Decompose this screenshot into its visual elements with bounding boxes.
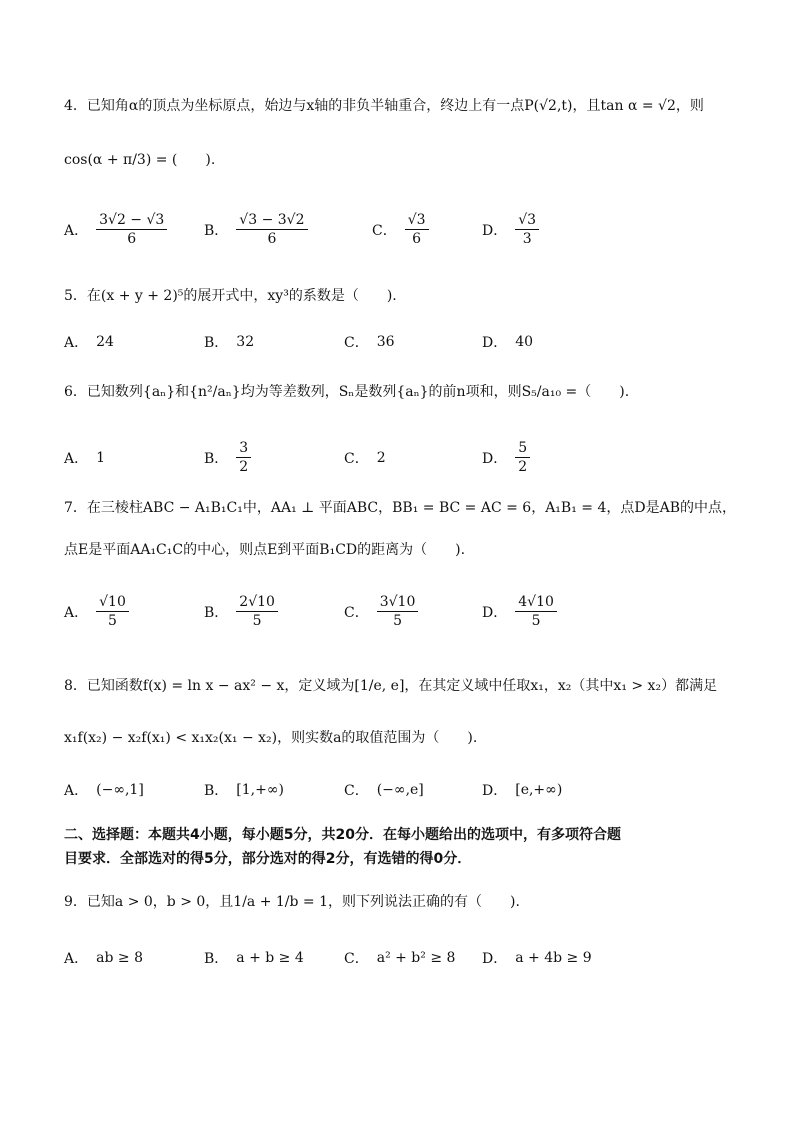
q6-option-d[interactable]: D． $\frac{5}{2}$	[482, 440, 530, 475]
q5-option-b[interactable]: B． 32	[204, 334, 255, 351]
q7-option-c[interactable]: C． $\frac{3√10}{5}$	[344, 594, 418, 629]
q7-stem-line2: 点E是平面AA₁C₁C的中心，则点E到平面B₁CD的距离为（ ).	[64, 542, 466, 558]
q4-stem-line2: cos(α + π/3) = ( ).	[64, 152, 216, 168]
q4-option-b[interactable]: B． $\frac{√3 - 3√2}{6}$	[204, 212, 308, 247]
q8-stem-line1: 8．已知函数f(x) = ln x − ax² − x，定义域为[1/e, e]，在其定义域中任取x₁，x₂（其中x₁ > x₂）都满足	[64, 678, 718, 694]
q8-option-c[interactable]: C． (−∞,e]	[344, 782, 424, 799]
q9-option-d[interactable]: D． a + 4b ≥ 9	[482, 950, 592, 967]
q8-option-d[interactable]: D． [e,+∞)	[482, 782, 563, 799]
fraction: $\frac{3}{2}$	[236, 440, 251, 475]
fraction: $\frac{3√2 - √3}{6}$	[96, 212, 167, 247]
q9-option-c[interactable]: C． a² + b² ≥ 8	[344, 950, 456, 967]
fraction: $\frac{3√10}{5}$	[377, 594, 419, 629]
q7-option-a[interactable]: A． $\frac{√10}{5}$	[64, 594, 129, 629]
fraction: $\frac{5}{2}$	[515, 440, 530, 475]
q9-option-a[interactable]: A． ab ≥ 8	[64, 950, 143, 967]
fraction: $\frac{√3}{3}$	[515, 212, 539, 247]
q5-option-c[interactable]: C． 36	[344, 334, 395, 351]
q9-option-b[interactable]: B． a + b ≥ 4	[204, 950, 304, 967]
q7-option-d[interactable]: D． $\frac{4√10}{5}$	[482, 594, 557, 629]
fraction: $\frac{√10}{5}$	[96, 594, 129, 629]
q5-option-a[interactable]: A． 24	[64, 334, 114, 351]
q6-stem: 6．已知数列{aₙ}和{n²/aₙ}均为等差数列，Sₙ是数列{aₙ}的前n项和，则S₅/a₁₀ =（ ).	[64, 384, 630, 400]
q8-option-a[interactable]: A． (−∞,1]	[64, 782, 144, 799]
q4-option-a[interactable]: A． $\frac{3√2 - √3}{6}$	[64, 212, 167, 247]
q7-stem-line1: 7．在三棱柱ABC − A₁B₁C₁中，AA₁ ⊥ 平面ABC，BB₁ = BC = AC = 6，A₁B₁ = 4，点D是AB的中点，	[64, 500, 736, 516]
fraction: $\frac{2√10}{5}$	[236, 594, 278, 629]
section-heading-line2: 目要求．全部选对的得5分，部分选对的得2分，有选错的得0分．	[64, 851, 472, 867]
fraction: $\frac{4√10}{5}$	[515, 594, 557, 629]
q4-stem-line1: 4．已知角α的顶点为坐标原点，始边与x轴的非负半轴重合，终边上有一点P(√2,t)，且tan α = √2，则	[64, 98, 704, 114]
q7-option-b[interactable]: B． $\frac{2√10}{5}$	[204, 594, 278, 629]
q6-option-a[interactable]: A． 1	[64, 450, 106, 467]
fraction: $\frac{√3}{6}$	[405, 212, 429, 247]
q8-option-b[interactable]: B． [1,+∞)	[204, 782, 284, 799]
fraction: $\frac{√3 - 3√2}{6}$	[236, 212, 307, 247]
q6-option-b[interactable]: B． $\frac{3}{2}$	[204, 440, 251, 475]
section-heading-line1: 二、选择题：本题共4小题，每小题5分，共20分．在每小题给出的选项中，有多项符合题	[64, 827, 621, 843]
q9-stem: 9．已知a > 0，b > 0，且1/a + 1/b = 1，则下列说法正确的有（ ).	[64, 894, 520, 910]
q8-stem-line2: x₁f(x₂) − x₂f(x₁) < x₁x₂(x₁ − x₂)，则实数a的取值范围为（ ).	[64, 730, 478, 746]
q5-option-d[interactable]: D． 40	[482, 334, 534, 351]
q5-stem: 5．在(x + y + 2)⁵的展开式中，xy³的系数是（ ).	[64, 288, 397, 304]
q4-option-c[interactable]: C． $\frac{√3}{6}$	[372, 212, 429, 247]
q6-option-c[interactable]: C． 2	[344, 450, 386, 467]
q4-option-d[interactable]: D． $\frac{√3}{3}$	[482, 212, 539, 247]
